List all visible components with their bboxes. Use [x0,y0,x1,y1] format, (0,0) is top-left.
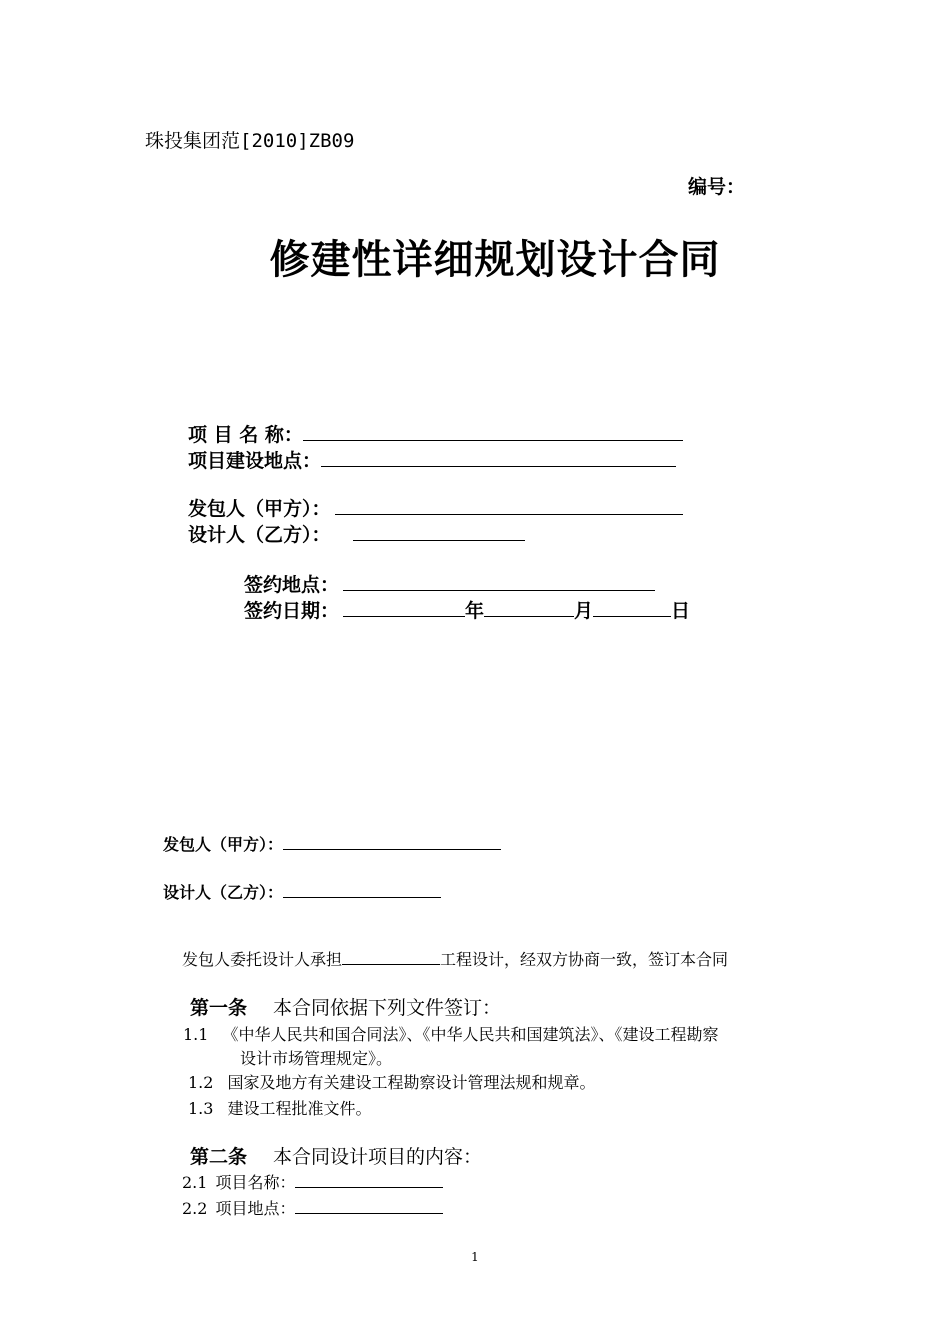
party-a-label: 发包人（甲方）： [188,498,331,520]
signature-party-b-blank[interactable] [283,882,441,898]
intro-prefix: 发包人委托设计人承担 [182,950,343,969]
month-label: 月 [574,600,594,622]
list-item [183,1022,718,1045]
article-1-title: 本合同依据下列文件签订： [273,997,502,1019]
project-name-field-blank[interactable] [295,1172,443,1188]
item-number: 1.1 [183,1025,209,1044]
list-item [182,1170,443,1193]
sign-place-blank[interactable] [343,572,655,591]
party-b-blank[interactable] [353,522,525,541]
document-code: 珠投集团范[2010]ZB09 [145,130,355,152]
year-label: 年 [465,600,485,622]
item-text: 项目名称： [215,1173,296,1192]
signature-party-a-row [163,832,501,855]
article-2-heading [190,1142,482,1169]
project-site-field-blank[interactable] [295,1198,443,1214]
project-site-label: 项目建设地点： [188,450,322,472]
page-number: 1 [471,1250,479,1264]
signature-party-b-row [163,880,441,903]
item-text: 《中华人民共和国合同法》、《中华人民共和国建筑法》、《建设工程勘察 [222,1025,719,1044]
party-a-blank[interactable] [335,496,683,515]
item-number: 1.2 [188,1073,214,1092]
project-name-row [188,420,683,447]
intro-suffix: 工程设计，经双方协商一致，签订本合同 [440,950,729,969]
article-1-heading [190,993,501,1020]
item-number: 2.1 [182,1173,208,1192]
project-name-label: 项 目 名 称： [188,424,303,446]
project-name-blank[interactable] [303,422,683,441]
sign-month-blank[interactable] [484,598,574,617]
sign-place-label: 签约地点： [244,574,340,596]
contract-number-label: 编号： [688,176,746,198]
item-number: 1.3 [188,1099,214,1118]
day-label: 日 [671,600,691,622]
project-site-blank[interactable] [321,448,676,467]
party-a-row [188,494,683,521]
list-item-continuation: 设计市场管理规定》。 [240,1049,393,1068]
project-engineering-blank[interactable] [342,949,440,965]
sign-date-label: 签约日期： [244,600,340,622]
page-title: 修建性详细规划设计合同 [269,237,721,283]
item-text: 建设工程批准文件。 [227,1099,372,1118]
party-b-label: 设计人（乙方）： [188,524,331,546]
signature-party-a-label: 发包人（甲方）： [163,835,284,854]
article-2-title: 本合同设计项目的内容： [273,1146,483,1168]
sign-year-blank[interactable] [343,598,465,617]
article-1-number: 第一条 [190,997,248,1019]
party-b-row [188,520,525,547]
sign-day-blank[interactable] [593,598,671,617]
list-item [188,1096,371,1119]
sign-place-row [244,570,655,597]
project-site-row [188,446,676,473]
list-item [188,1070,595,1093]
item-text: 国家及地方有关建设工程勘察设计管理法规和规章。 [227,1073,596,1092]
intro-paragraph [182,947,728,970]
article-2-number: 第二条 [190,1146,248,1168]
sign-date-row [244,596,690,623]
item-text: 项目地点： [215,1199,296,1218]
item-number: 2.2 [182,1199,208,1218]
list-item [182,1196,443,1219]
signature-party-a-blank[interactable] [283,834,501,850]
signature-party-b-label: 设计人（乙方）： [163,883,284,902]
